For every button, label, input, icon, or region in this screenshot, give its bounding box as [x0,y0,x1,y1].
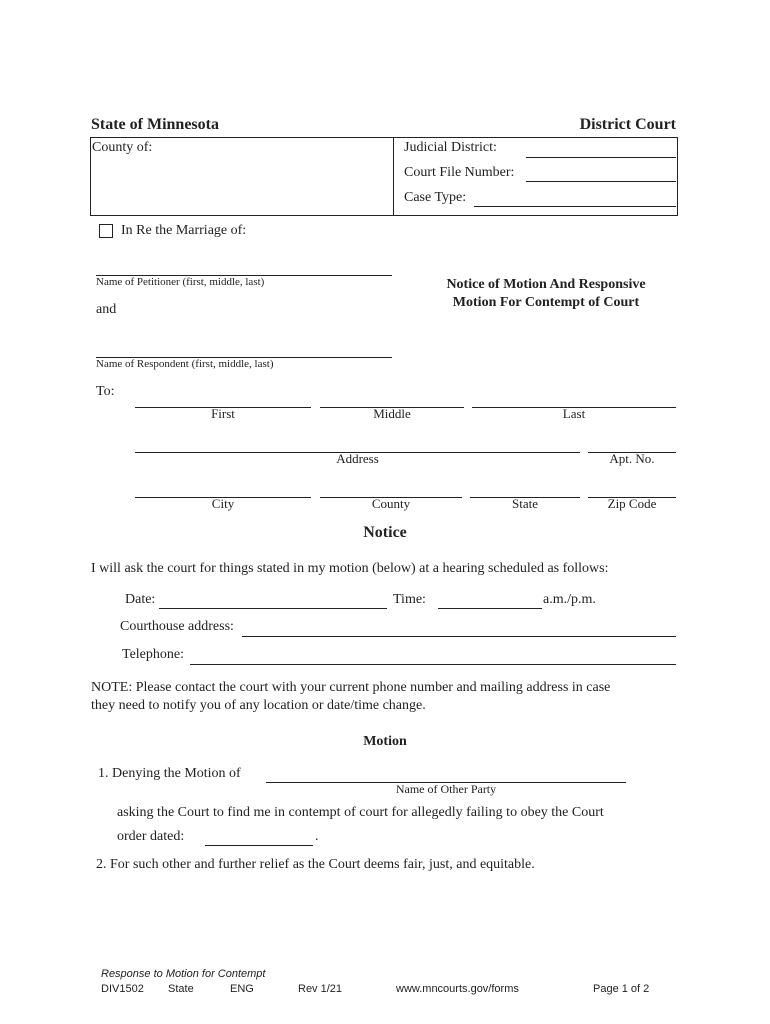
case-type-field[interactable] [474,190,676,207]
motion-item1-line2: asking the Court to find me in contempt of court for allegedly failing to obey the Court [117,805,604,820]
marriage-label: In Re the Marriage of: [121,223,247,238]
courthouse-label: Courthouse address: [120,619,234,634]
form-title-line2: Motion For Contempt of Court [452,295,640,310]
order-date-field[interactable] [205,829,313,846]
respondent-name-field[interactable] [96,341,392,358]
zip-caption: Zip Code [607,496,657,511]
petitioner-caption: Name of Petitioner (first, middle, last) [96,276,265,288]
other-party-name-field[interactable] [266,766,626,783]
time-label: Time: [393,592,426,607]
state-caption: State [512,496,538,511]
hearing-date-field[interactable] [159,592,387,609]
order-dated-label: order dated: [117,829,185,844]
telephone-field[interactable] [190,648,676,665]
county-label: County of: [92,140,153,155]
judicial-district-field[interactable] [526,141,676,158]
form-title-line1: Notice of Motion And Responsive [446,277,646,292]
last-caption: Last [562,406,586,421]
to-label: To: [96,384,115,399]
motion-heading: Motion [363,734,407,749]
telephone-label: Telephone: [122,647,184,662]
respondent-caption: Name of Respondent (first, middle, last) [96,358,274,370]
state-heading: State of Minnesota [91,116,219,133]
address-caption: Address [336,451,379,466]
order-date-period: . [315,829,319,844]
court-file-label: Court File Number: [404,165,515,180]
footer-rev: Rev 1/21 [298,983,343,995]
other-party-caption: Name of Other Party [395,782,497,796]
court-file-number-field[interactable] [526,165,676,182]
motion-item1-label: 1. Denying the Motion of [98,766,241,781]
date-label: Date: [125,592,156,607]
apt-caption: Apt. No. [609,451,655,466]
note-line1: NOTE: Please contact the court with your current phone number and mailing address in case [91,680,611,695]
notice-heading: Notice [363,524,407,541]
ampm-label: a.m./p.m. [543,592,596,607]
and-text: and [96,302,117,317]
marriage-checkbox[interactable] [99,224,113,238]
courthouse-address-field[interactable] [242,620,676,637]
footer-state: State [168,983,194,995]
footer-lang: ENG [230,983,254,995]
court-heading: District Court [579,116,676,133]
notice-intro: I will ask the court for things stated in my motion (below) at a hearing scheduled as follows: [91,561,609,576]
county-caption: County [371,496,411,511]
footer-url-link[interactable]: www.mncourts.gov/forms [396,983,519,995]
petitioner-name-field[interactable] [96,259,392,276]
city-caption: City [211,496,235,511]
county-field[interactable] [170,160,380,176]
caption-divider [393,137,394,215]
first-caption: First [211,406,235,421]
judicial-district-label: Judicial District: [404,140,497,155]
note-line2: they need to notify you of any location or date/time change. [91,698,426,713]
case-type-label: Case Type: [404,190,467,205]
hearing-time-field[interactable] [438,592,542,609]
motion-item2: 2. For such other and further relief as the Court deems fair, just, and equitable. [96,857,535,872]
footer-form-code: DIV1502 [101,983,144,995]
middle-caption: Middle [373,406,411,421]
footer-page-number: Page 1 of 2 [593,983,650,995]
footer-form-title: Response to Motion for Contempt [101,968,266,980]
